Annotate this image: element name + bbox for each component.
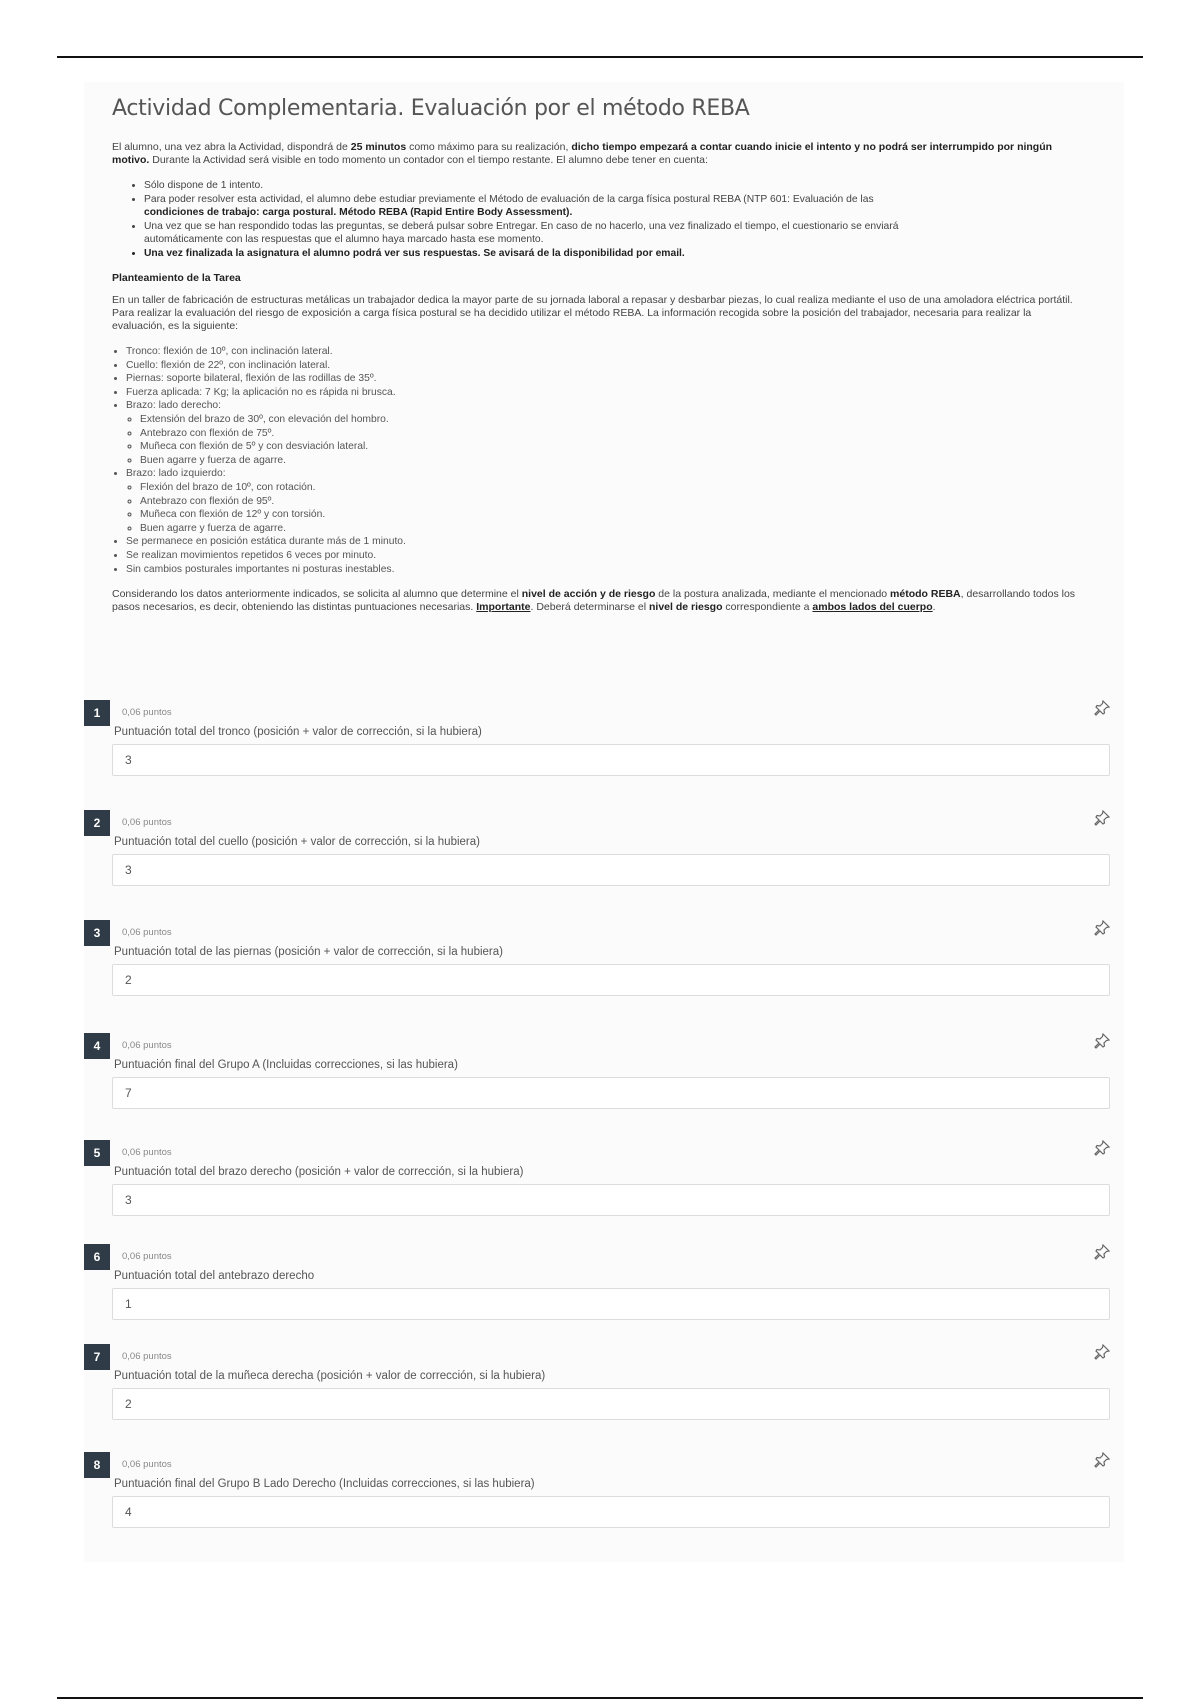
list-item: • Fuerza aplicada: 7 Kg; la aplicación no es rápida ni brusca. xyxy=(126,386,1082,400)
question-number-badge: 5 xyxy=(84,1140,110,1166)
answer-field[interactable] xyxy=(112,854,1110,886)
question-points: 0,06 puntos xyxy=(122,1459,172,1470)
pin-icon[interactable] xyxy=(1094,1244,1110,1260)
question-7 xyxy=(84,1344,1124,1428)
answer-value: 3 xyxy=(125,1193,132,1207)
rule-item xyxy=(144,247,1082,260)
rule-text: Una vez finalizada la asignatura el alumno podrá ver sus respuestas. Se avisará de la disponibilidad por email. xyxy=(144,248,685,259)
intro-text: como máximo para su realización, xyxy=(406,141,572,153)
question-points: 0,06 puntos xyxy=(122,817,172,828)
answer-value: 1 xyxy=(125,1297,132,1311)
question-1 xyxy=(84,700,1124,784)
answer-field[interactable] xyxy=(112,1288,1110,1320)
task-text: En un taller de fabricación de estructuras metálicas un trabajador dedica la mayor parte de su jornada laboral a repasar y desbarbar piezas, lo cual realiza mediante el uso de una amoladora eléctrica portátil. Para realizar la evaluación del riesgo de exposición a carga física postural se ha decidido utilizar el método REBA. La información recogida sobre la posición del trabajador, necesaria para realizar la evaluación, es la siguiente: xyxy=(112,294,1073,332)
activity-description xyxy=(112,96,1082,626)
list-item xyxy=(126,467,1082,535)
closing-bold: nivel de riesgo xyxy=(648,601,723,614)
intro-warning: dicho tiempo empezará a contar cuando inicie el intento y no podrá ser interrumpido por ningún motivo. xyxy=(112,141,1053,166)
question-number-badge: 3 xyxy=(84,920,110,946)
answer-value: 3 xyxy=(125,753,132,767)
closing-text: . Deberá determinarse el xyxy=(530,601,649,614)
rules-list xyxy=(112,179,1082,260)
list-item: • Tronco: flexión de 10º, con inclinación lateral. xyxy=(126,345,1082,359)
task-heading: Planteamiento de la Tarea xyxy=(112,272,241,284)
closing-text: de la postura analizada, mediante el mencionado xyxy=(655,588,891,601)
list-item-label: Brazo: lado derecho: xyxy=(126,400,222,412)
question-3 xyxy=(84,920,1124,1004)
question-6 xyxy=(84,1244,1124,1328)
closing-paragraph xyxy=(112,588,1082,614)
question-number-badge: 6 xyxy=(84,1244,110,1270)
question-text: Puntuación total del cuello (posición + valor de corrección, si la hubiera) xyxy=(114,836,480,848)
answer-field[interactable] xyxy=(112,1496,1110,1528)
question-text: Puntuación total de las piernas (posición + valor de corrección, si la hubiera) xyxy=(114,946,503,958)
question-number-badge: 4 xyxy=(84,1033,110,1059)
pin-icon[interactable] xyxy=(1094,700,1110,716)
answer-field[interactable] xyxy=(112,1077,1110,1109)
page-title: Actividad Complementaria. Evaluación por el método REBA xyxy=(112,96,750,121)
question-4 xyxy=(84,1033,1124,1117)
answer-value: 3 xyxy=(125,863,132,877)
intro-text: Durante la Actividad será visible en todo momento un contador con el tiempo restante. El alumno debe tener en cuenta: xyxy=(149,154,708,166)
intro-text: El alumno, una vez abra la Actividad, dispondrá de xyxy=(112,141,351,153)
question-number-badge: 1 xyxy=(84,700,110,726)
rule-text: Una vez que se han respondido todas las preguntas, se deberá pulsar sobre Entregar. En caso de no hacerlo, una vez finalizado el tiempo, el cuestionario se enviará xyxy=(144,221,899,232)
list-item: • Piernas: soporte bilateral, flexión de las rodillas de 35º. xyxy=(126,372,1082,386)
list-item: ◦ Flexión del brazo de 10º, con rotación. xyxy=(140,481,1082,495)
list-item: ◦ Extensión del brazo de 30º, con elevación del hombro. xyxy=(140,413,1082,427)
answer-field[interactable] xyxy=(112,744,1110,776)
question-points: 0,06 puntos xyxy=(122,1251,172,1262)
list-item-label: Brazo: lado izquierdo: xyxy=(126,468,226,480)
closing-bold: ambos lados del cuerpo xyxy=(812,601,933,614)
right-arm-sublist xyxy=(126,413,1082,467)
list-item: • Sin cambios posturales importantes ni posturas inestables. xyxy=(126,563,1082,577)
posture-data-list xyxy=(112,345,1082,576)
list-item: ◦ Muñeca con flexión de 5º y con desviación lateral. xyxy=(140,440,1082,454)
top-rule xyxy=(57,56,1143,58)
list-item xyxy=(126,399,1082,467)
answer-value: 4 xyxy=(125,1505,132,1519)
closing-bold: método REBA xyxy=(890,588,961,601)
list-item: ◦ Muñeca con flexión de 12º y con torsión. xyxy=(140,508,1082,522)
answer-value: 7 xyxy=(125,1086,132,1100)
pin-icon[interactable] xyxy=(1094,920,1110,936)
intro-time: 25 minutos xyxy=(350,141,407,153)
rule-text: Para poder resolver esta actividad, el alumno debe estudiar previamente el Método de evaluación de la carga física postural REBA (NTP 601: Evaluación de las xyxy=(144,194,874,205)
pin-icon[interactable] xyxy=(1094,1140,1110,1156)
list-item: ◦ Antebrazo con flexión de 75º. xyxy=(140,427,1082,441)
question-points: 0,06 puntos xyxy=(122,1351,172,1362)
answer-field[interactable] xyxy=(112,1388,1110,1420)
question-points: 0,06 puntos xyxy=(122,927,172,938)
question-points: 0,06 puntos xyxy=(122,707,172,718)
question-text: Puntuación total del tronco (posición + valor de corrección, si la hubiera) xyxy=(114,726,482,738)
question-8 xyxy=(84,1452,1124,1536)
question-2 xyxy=(84,810,1124,894)
list-item: • Se permanece en posición estática durante más de 1 minuto. xyxy=(126,535,1082,549)
question-text: Puntuación total de la muñeca derecha (posición + valor de corrección, si la hubiera) xyxy=(114,1370,546,1382)
answer-value: 2 xyxy=(125,1397,132,1411)
list-item: ◦ Buen agarre y fuerza de agarre. xyxy=(140,454,1082,468)
pin-icon[interactable] xyxy=(1094,810,1110,826)
question-text: Puntuación total del antebrazo derecho xyxy=(114,1270,315,1282)
closing-bold: nivel de acción y de riesgo xyxy=(521,588,656,601)
question-number-badge: 7 xyxy=(84,1344,110,1370)
answer-field[interactable] xyxy=(112,964,1110,996)
bottom-rule xyxy=(57,1697,1143,1699)
closing-text: . xyxy=(932,601,936,614)
rule-text: Sólo dispone de 1 intento. xyxy=(144,180,264,191)
question-text: Puntuación final del Grupo A (Incluidas correcciones, si las hubiera) xyxy=(114,1059,458,1071)
list-item: ◦ Buen agarre y fuerza de agarre. xyxy=(140,522,1082,536)
question-number-badge: 8 xyxy=(84,1452,110,1478)
list-item: • Se realizan movimientos repetidos 6 veces por minuto. xyxy=(126,549,1082,563)
question-number-badge: 2 xyxy=(84,810,110,836)
rule-item xyxy=(144,179,1082,192)
left-arm-sublist xyxy=(126,481,1082,535)
pin-icon[interactable] xyxy=(1094,1033,1110,1049)
rule-text: automáticamente con las respuestas que el alumno haya marcado hasta ese momento. xyxy=(144,234,544,245)
closing-text: Considerando los datos anteriormente indicados, se solicita al alumno que determine el xyxy=(112,588,522,601)
question-text: Puntuación final del Grupo B Lado Derecho (Incluidas correcciones, si las hubiera) xyxy=(114,1478,535,1490)
closing-text: , desarrollando todos los pasos necesarios, es decir, obteniendo las distintas puntuaciones necesarias. xyxy=(112,588,1076,614)
answer-value: 2 xyxy=(125,973,132,987)
list-item: ◦ Antebrazo con flexión de 95º. xyxy=(140,495,1082,509)
question-points: 0,06 puntos xyxy=(122,1147,172,1158)
question-points: 0,06 puntos xyxy=(122,1040,172,1051)
rule-item xyxy=(144,193,1082,219)
pin-icon[interactable] xyxy=(1094,1344,1110,1360)
rule-text: condiciones de trabajo: carga postural. Método REBA (Rapid Entire Body Assessment). xyxy=(144,207,573,218)
list-item: • Cuello: flexión de 22º, con inclinación lateral. xyxy=(126,359,1082,373)
pin-icon[interactable] xyxy=(1094,1452,1110,1468)
intro-paragraph xyxy=(112,141,1082,167)
answer-field[interactable] xyxy=(112,1184,1110,1216)
question-5 xyxy=(84,1140,1124,1224)
closing-important: Importante xyxy=(476,601,531,614)
closing-text: correspondiente a xyxy=(722,601,813,614)
rule-item xyxy=(144,220,1082,246)
question-text: Puntuación total del brazo derecho (posición + valor de corrección, si la hubiera) xyxy=(114,1166,524,1178)
